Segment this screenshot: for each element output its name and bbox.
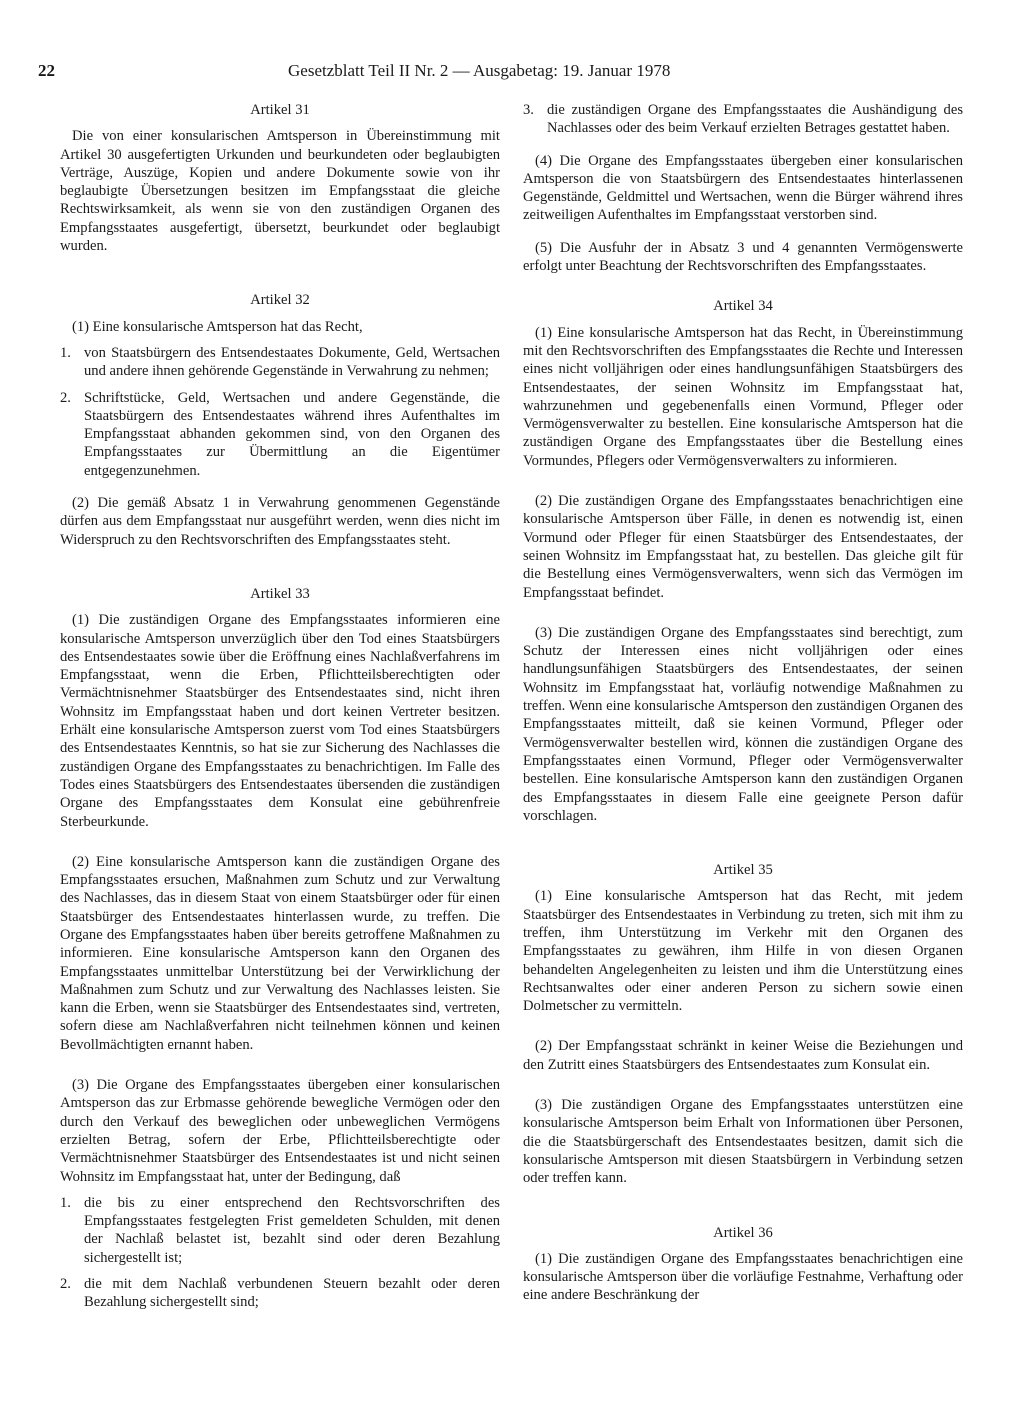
page-header <box>38 60 968 84</box>
list-text: die bis zu einer entsprechend den Rechtsvorschriften des Empfangsstaates festgelegten Frist gemeldeten Schulden, mit denen der Nachlaß belastet ist, bezahlt sind oder deren Bezahlung sichergestellt ist; <box>84 1194 500 1266</box>
left-column <box>60 101 500 1312</box>
paragraph: (1) Die zuständigen Organe des Empfangsstaates informieren eine konsularische Amtsperson unverzüglich über den Tod eines Staatsbürgers des Entsendestaates sowie über die Eröffnung eines Nachlaßverfahrens im Empfangsstaat, wenn die Erben, Pflichtteilsberechtigten oder Vermächtnisnehmer Staatsbürger des Entsendestaates sind, nicht ihren Wohnsitz im Empfangsstaat haben und dort keinen Vertreter besitzen. Erhält eine konsularische Amtsperson zuerst vom Tod eines Staatsbürgers des Entsendestaates Kenntnis, so hat sie zur Sicherung des Nachlasses die zuständigen Organe des Empfangsstaates zu benachrichtigen. Im Falle des Todes eines Staatsbürgers des Entsendestaates übersenden die zuständigen Organe des Empfangsstaates dem Konsulat eine gebührenfreie Sterbeurkunde. <box>60 612 500 830</box>
paragraph: (2) Eine konsularische Amtsperson kann die zuständigen Organe des Empfangsstaates ersuchen, Maßnahmen zum Schutz und zur Verwaltung des Nachlasses, das in diesem Staat von einem Staatsbürger oder für einen Staatsbürger des Entsendestaates hinterlassen wurde, zu treffen. Die Organe des Empfangsstaates haben über bereits getroffene Maßnahmen zu informieren. Eine konsularische Amtsperson kann den Organen des Empfangsstaates unmittelbar Unterstützung bei der Verwirklichung der Maßnahmen zum Schutz und zur Verwaltung des Nachlasses leisten. Sie kann die Erben, wenn sie Staatsbürger des Entsendestaates sind, vertreten, sofern diese am Nachlaßverfahren nicht teilnehmen können und keinen Bevollmächtigten ernannt haben. <box>60 853 500 1053</box>
paragraph: (3) Die zuständigen Organe des Empfangsstaates sind berechtigt, zum Schutz der Interessen eines nicht volljährigen oder eines handlungsunfähigen Staatsbürgers des Entsendestaates, der seinen Wohnsitz im Empfangsstaat hat, vorläufig notwendige Maßnahmen zu treffen. Wenn eine konsularische Amtsperson den zuständigen Organen des Empfangsstaates mitteilt, daß sie keinen Vormund, Pfleger oder Vermögensverwalter bestellen wird, können die zuständigen Organe des Empfangsstaates einen Vormund, Pfleger oder Vermögensverwalter bestellen. Eine konsularische Amtsperson kann den zuständigen Organen des Empfangsstaates in diesem Falle eine geeignete Person dafür vorschlagen. <box>523 624 963 824</box>
paragraph: (2) Die zuständigen Organe des Empfangsstaates benachrichtigen eine konsularische Amtsperson über Fälle, in denen es notwendig ist, einen Vormund oder Pfleger für einen Staatsbürger des Entsendestaates, der seinen Wohnsitz im Empfangsstaat hat, zu bestellen. Das gleiche gilt für die Bestellung eines Vermögensverwalters, wenn sich das Vermögen im Empfangsstaat befindet. <box>523 493 963 601</box>
article-heading: Artikel 31 <box>250 102 310 118</box>
paragraph: (1) Eine konsularische Amtsperson hat das Recht, <box>72 318 363 335</box>
list-number: 2. <box>60 1276 71 1293</box>
list-text: die zuständigen Organe des Empfangsstaates die Aushändigung des Nachlasses oder des beim Verkauf erzielten Betrages gestattet haben. <box>547 102 963 137</box>
paragraph: (1) Die zuständigen Organe des Empfangsstaates benachrichtigen eine konsularische Amtsperson über die vorläufige Festnahme, Verhaftung oder eine andere Beschränkung der <box>523 1250 963 1304</box>
article-heading: Artikel 32 <box>250 292 310 309</box>
list-item <box>60 1275 500 1312</box>
article-heading: Artikel 36 <box>713 1224 773 1241</box>
paragraph: (3) Die zuständigen Organe des Empfangsstaates unterstützen eine konsularische Amtsperson beim Erhalt von Informationen über Personen, die die Staatsbürgerschaft des Entsendestaates besitzen, damit sich die konsularische Amtsperson mit diesen Staatsbürgern in Verbindung setzen oder treffen kann. <box>523 1097 963 1187</box>
list-item <box>523 101 963 138</box>
paragraph: (2) Der Empfangsstaat schränkt in keiner Weise die Beziehungen und den Zutritt eines Staatsbürgers des Entsendestaates zum Konsulat ein. <box>523 1038 963 1073</box>
article-heading: Artikel 34 <box>713 298 773 315</box>
paragraph: (1) Eine konsularische Amtsperson hat das Recht, in Übereinstimmung mit den Rechtsvorschriften des Empfangsstaates die Rechte und Interessen eines nicht volljährigen oder eines handlungsunfähigen Staatsbürgers des Entsendestaates, der seinen Wohnsitz im Empfangsstaat hat, wahrzunehmen und gegebenenfalls einen Vormund, Pfleger oder Vermögensverwalter zu bestellen. Eine konsularische Amtsperson hat die zuständigen Organe des Empfangsstaates über die Bestellung eines Vormundes, Pflegers oder Vermögensverwalters zu informieren. <box>523 324 963 469</box>
list-text: von Staatsbürgern des Entsendestaates Dokumente, Geld, Wertsachen und andere ihnen gehörende Gegenstände in Verwahrung zu nehmen; <box>84 344 500 380</box>
paragraph: (3) Die Organe des Empfangsstaates übergeben einer konsularischen Amtsperson das zur Erbmasse gehörende bewegliche Vermögen oder den durch den Verkauf des beweglichen oder unbeweglichen Vermögens erzielten Betrag, sofern der Erbe, Pflichtteilsberechtigte oder Vermächtnisnehmer Staatsbürger des Entsendestaates ist und nicht seinen Wohnsitz im Empfangsstaat hat, unter der Bedingung, daß <box>60 1077 500 1185</box>
list-item <box>60 1194 500 1267</box>
list-number: 3. <box>523 102 534 118</box>
list-text: die mit dem Nachlaß verbundenen Steuern bezahlt oder deren Bezahlung sichergestellt sind; <box>84 1276 500 1311</box>
list-number: 1. <box>60 344 71 361</box>
page-number: 22 <box>38 61 55 80</box>
list-number: 2. <box>60 389 71 406</box>
gazette-title: Gesetzblatt Teil II Nr. 2 — Ausgabetag: 19. Januar 1978 <box>288 61 671 80</box>
paragraph: Die von einer konsularischen Amtsperson in Übereinstimmung mit Artikel 30 ausgefertigten Urkunden und beurkundeten oder beglaubigten Verträge, Auszüge, Kopien und andere Dokumente sowie von ihr beglaubigte Übersetzungen besitzen im Empfangsstaat die gleiche Rechtswirksamkeit, als wenn sie von den zuständigen Organen des Empfangsstaates ausgefertigt, übersetzt, beurkundet oder beglaubigt wurden. <box>60 128 500 255</box>
list-text: Schriftstücke, Geld, Wertsachen und andere Gegenstände, die Staatsbürgern des Entsendestaates während ihres Aufenthaltes im Empfangsstaat abhanden gekommen sind, von den Organen des Empfangsstaates zur Übermittlung an die Eigentümer entgegenzunehmen. <box>84 389 500 479</box>
list-item <box>60 344 500 381</box>
paragraph: (1) Eine konsularische Amtsperson hat das Recht, mit jedem Staatsbürger des Entsendestaates in Verbindung zu treten, sich mit ihm zu treffen, ihm Unterstützung im Verkehr mit den Organen des Empfangsstaates zu gewähren, ihm Hilfe in von diesen Organen behandelten Angelegenheiten zu leisten und ihm die Unterstützung eines Rechtsanwaltes oder einer anderen Person zu sichern sowie einen Dolmetscher zu vermitteln. <box>523 888 963 1015</box>
right-column <box>523 101 963 1305</box>
article-heading: Artikel 35 <box>713 862 773 879</box>
paragraph: (4) Die Organe des Empfangsstaates übergeben einer konsularischen Amtsperson die von Staatsbürgern des Entsendestaates hinterlassenen Gegenstände, Geldmittel und Wertsachen, wenn die Bürger während ihres zeitweiligen Aufenthaltes im Empfangsstaat verstorben sind. <box>523 152 963 224</box>
list-number: 1. <box>60 1194 71 1211</box>
list-item <box>60 389 500 480</box>
article-heading: Artikel 33 <box>250 585 310 602</box>
paragraph: (5) Die Ausfuhr der in Absatz 3 und 4 genannten Vermögenswerte erfolgt unter Beachtung der Rechtsvorschriften des Empfangsstaates. <box>523 239 963 275</box>
paragraph: (2) Die gemäß Absatz 1 in Verwahrung genommenen Gegenstände dürfen aus dem Empfangsstaat nur ausgeführt werden, wenn dies nicht im Widerspruch zu den Rechtsvorschriften des Empfangsstaates steht. <box>60 495 500 548</box>
